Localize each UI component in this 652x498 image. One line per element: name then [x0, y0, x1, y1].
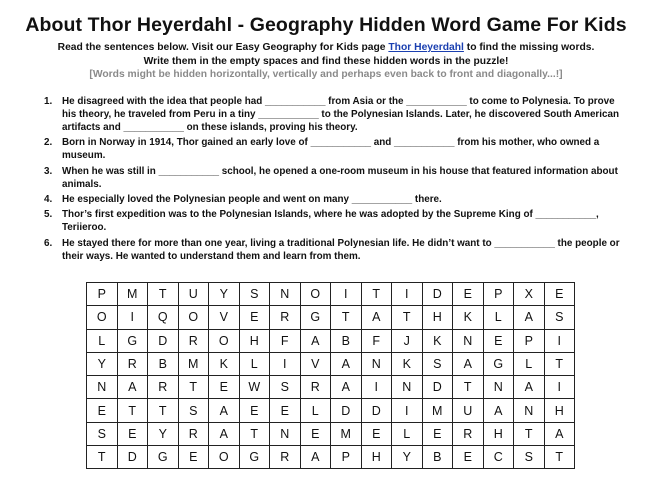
grid-letter-cell[interactable]: R [148, 376, 179, 399]
question-text: Thor’s first expedition was to the Polynesian Islands, where he was adopted by the Supreme King of ___________, Teriieroo. [62, 209, 599, 234]
question-text: He especially loved the Polynesian people and went on many ___________ there. [62, 193, 442, 205]
instructions-line-2: Write them in the empty spaces and find these hidden words in the puzzle! [143, 55, 509, 67]
grid-letter-cell[interactable]: L [514, 352, 545, 375]
grid-letter-cell[interactable]: T [514, 422, 545, 445]
grid-letter-cell[interactable]: M [117, 283, 148, 306]
grid-letter-cell[interactable]: R [270, 446, 301, 469]
grid-letter-cell[interactable]: H [361, 446, 392, 469]
grid-letter-cell[interactable]: A [514, 376, 545, 399]
grid-letter-cell[interactable]: Y [392, 446, 423, 469]
grid-letter-cell[interactable]: E [300, 422, 331, 445]
grid-letter-cell[interactable]: L [87, 329, 118, 352]
grid-letter-cell[interactable]: S [87, 422, 118, 445]
grid-letter-cell[interactable]: E [453, 283, 484, 306]
grid-letter-cell[interactable]: K [209, 352, 240, 375]
grid-letter-cell[interactable]: N [87, 376, 118, 399]
question-number: 3. [44, 165, 53, 177]
grid-letter-cell[interactable]: H [422, 306, 453, 329]
grid-letter-cell[interactable]: T [178, 376, 209, 399]
instructions [0, 41, 652, 82]
grid-letter-cell[interactable]: Q [148, 306, 179, 329]
grid-letter-cell[interactable]: E [239, 306, 270, 329]
grid-letter-cell[interactable]: I [544, 376, 575, 399]
instructions-line-1 [0, 41, 652, 55]
grid-letter-cell[interactable]: L [300, 399, 331, 422]
grid-letter-cell[interactable]: E [453, 446, 484, 469]
grid-letter-cell[interactable]: B [148, 352, 179, 375]
grid-letter-cell[interactable]: F [270, 329, 301, 352]
grid-letter-cell[interactable]: G [300, 306, 331, 329]
grid-letter-cell[interactable]: I [361, 376, 392, 399]
grid-letter-cell[interactable]: I [117, 306, 148, 329]
question-number: 4. [44, 193, 53, 205]
grid-letter-cell[interactable]: A [117, 376, 148, 399]
grid-letter-cell[interactable]: E [178, 446, 209, 469]
question-item [44, 136, 628, 162]
grid-letter-cell[interactable]: R [178, 422, 209, 445]
grid-letter-cell[interactable]: O [178, 306, 209, 329]
grid-letter-cell[interactable]: T [361, 283, 392, 306]
grid-letter-cell[interactable]: D [422, 376, 453, 399]
grid-letter-cell[interactable]: W [239, 376, 270, 399]
grid-letter-cell[interactable]: Y [148, 422, 179, 445]
question-number: 6. [44, 237, 53, 249]
grid-letter-cell[interactable]: D [117, 446, 148, 469]
grid-letter-cell[interactable]: X [514, 283, 545, 306]
grid-letter-cell[interactable]: T [392, 306, 423, 329]
grid-letter-cell[interactable]: S [422, 352, 453, 375]
grid-letter-cell[interactable]: T [148, 283, 179, 306]
grid-letter-cell[interactable]: A [331, 376, 362, 399]
page-title: About Thor Heyerdahl - Geography Hidden Word Game For Kids [25, 14, 627, 36]
question-item [44, 95, 628, 135]
grid-letter-cell[interactable]: K [392, 352, 423, 375]
grid-letter-cell[interactable]: A [209, 399, 240, 422]
grid-letter-cell[interactable]: O [209, 329, 240, 352]
grid-letter-cell[interactable]: R [178, 329, 209, 352]
grid-letter-cell[interactable]: S [239, 283, 270, 306]
grid-letter-cell[interactable]: H [483, 422, 514, 445]
grid-letter-cell[interactable]: L [483, 306, 514, 329]
grid-letter-cell[interactable]: U [178, 283, 209, 306]
grid-letter-cell[interactable]: R [270, 306, 301, 329]
grid-letter-cell[interactable]: G [239, 446, 270, 469]
grid-letter-cell[interactable]: K [422, 329, 453, 352]
grid-letter-cell[interactable]: A [483, 399, 514, 422]
grid-letter-cell[interactable]: B [331, 329, 362, 352]
grid-letter-cell[interactable]: V [300, 352, 331, 375]
thor-heyerdahl-link[interactable]: Thor Heyerdahl [388, 42, 464, 53]
grid-letter-cell[interactable]: R [300, 376, 331, 399]
grid-letter-cell[interactable]: G [117, 329, 148, 352]
grid-letter-cell[interactable]: T [87, 446, 118, 469]
grid-letter-cell[interactable]: L [392, 422, 423, 445]
question-item [44, 208, 628, 234]
grid-letter-cell[interactable]: F [361, 329, 392, 352]
grid-letter-cell[interactable]: I [331, 283, 362, 306]
grid-letter-cell[interactable]: E [544, 283, 575, 306]
grid-letter-cell[interactable]: M [178, 352, 209, 375]
grid-letter-cell[interactable]: S [514, 446, 545, 469]
grid-letter-cell[interactable]: I [544, 329, 575, 352]
grid-letter-cell[interactable]: N [453, 329, 484, 352]
grid-letter-cell[interactable]: E [239, 399, 270, 422]
question-item [44, 237, 628, 263]
grid-letter-cell[interactable]: T [331, 306, 362, 329]
grid-letter-cell[interactable]: P [87, 283, 118, 306]
grid-letter-cell[interactable]: T [453, 376, 484, 399]
grid-letter-cell[interactable]: H [239, 329, 270, 352]
grid-letter-cell[interactable]: E [361, 422, 392, 445]
grid-row [87, 352, 575, 375]
grid-letter-cell[interactable]: A [300, 329, 331, 352]
grid-letter-cell[interactable]: I [392, 399, 423, 422]
grid-letter-cell[interactable]: A [453, 352, 484, 375]
grid-letter-cell[interactable]: A [331, 352, 362, 375]
grid-row [87, 446, 575, 469]
instructions-text-before-link: Read the sentences below. Visit our Easy Geography for Kids page [57, 42, 389, 53]
word-search-grid [86, 282, 575, 469]
grid-letter-cell[interactable]: N [361, 352, 392, 375]
question-text: He stayed there for more than one year, living a traditional Polynesian life. He didn’t want to ___________ the people or their ways. He wanted to understand them and learn from them. [62, 237, 620, 262]
grid-letter-cell[interactable]: N [483, 376, 514, 399]
grid-letter-cell[interactable]: S [270, 376, 301, 399]
worksheet-page [0, 14, 652, 498]
grid-letter-cell[interactable]: T [544, 446, 575, 469]
grid-letter-cell[interactable]: U [453, 399, 484, 422]
grid-letter-cell[interactable]: P [331, 446, 362, 469]
grid-letter-cell[interactable]: P [483, 283, 514, 306]
grid-row [87, 422, 575, 445]
grid-letter-cell[interactable]: D [422, 283, 453, 306]
instructions-text-after-link: to find the missing words. [463, 42, 595, 53]
grid-letter-cell[interactable]: E [117, 422, 148, 445]
grid-letter-cell[interactable]: Y [87, 352, 118, 375]
question-text: He disagreed with the idea that people had ___________ from Asia or the ___________ to come to Polynesia. To prove his theory, he traveled from Peru in a tiny ___________ to the Polynesian Islands. Later, he discovered South American artifacts and ___________ on these islands, proving his theory. [62, 95, 620, 133]
grid-letter-cell[interactable]: T [544, 352, 575, 375]
grid-letter-cell[interactable]: E [87, 399, 118, 422]
hint-note: [Words might be hidden horizontally, vertically and perhaps even back to front and diagonally...!] [89, 69, 563, 80]
question-item [44, 193, 628, 206]
grid-letter-cell[interactable]: D [148, 329, 179, 352]
grid-letter-cell[interactable]: G [148, 446, 179, 469]
grid-letter-cell[interactable]: B [422, 446, 453, 469]
grid-row [87, 376, 575, 399]
question-number: 1. [44, 95, 53, 107]
grid-letter-cell[interactable]: P [514, 329, 545, 352]
question-number: 2. [44, 137, 53, 149]
grid-letter-cell[interactable]: V [209, 306, 240, 329]
grid-letter-cell[interactable]: E [483, 329, 514, 352]
grid-letter-cell[interactable]: H [544, 399, 575, 422]
grid-row [87, 399, 575, 422]
grid-letter-cell[interactable]: E [209, 376, 240, 399]
grid-letter-cell[interactable]: Y [209, 283, 240, 306]
grid-letter-cell[interactable]: T [117, 399, 148, 422]
grid-letter-cell[interactable]: A [361, 306, 392, 329]
grid-letter-cell[interactable]: E [422, 422, 453, 445]
grid-letter-cell[interactable]: M [422, 399, 453, 422]
grid-row [87, 283, 575, 306]
question-list [0, 95, 652, 263]
question-number: 5. [44, 209, 53, 221]
grid-letter-cell[interactable]: O [209, 446, 240, 469]
grid-letter-cell[interactable]: T [239, 422, 270, 445]
grid-letter-cell[interactable]: D [361, 399, 392, 422]
grid-letter-cell[interactable]: M [331, 422, 362, 445]
grid-letter-cell[interactable]: C [483, 446, 514, 469]
grid-letter-cell[interactable]: T [148, 399, 179, 422]
grid-letter-cell[interactable]: J [392, 329, 423, 352]
grid-letter-cell[interactable]: D [331, 399, 362, 422]
grid-letter-cell[interactable]: O [300, 283, 331, 306]
grid-letter-cell[interactable]: L [239, 352, 270, 375]
grid-letter-cell[interactable]: I [270, 352, 301, 375]
grid-row [87, 306, 575, 329]
grid-letter-cell[interactable]: N [392, 376, 423, 399]
grid-letter-cell[interactable]: E [270, 399, 301, 422]
grid-letter-cell[interactable]: G [483, 352, 514, 375]
grid-letter-cell[interactable]: R [117, 352, 148, 375]
grid-letter-cell[interactable]: A [209, 422, 240, 445]
grid-letter-cell[interactable]: A [514, 306, 545, 329]
grid-letter-cell[interactable]: A [300, 446, 331, 469]
grid-letter-cell[interactable]: N [270, 422, 301, 445]
grid-letter-cell[interactable]: S [544, 306, 575, 329]
grid-letter-cell[interactable]: N [514, 399, 545, 422]
grid-row [87, 329, 575, 352]
word-search-puzzle [86, 282, 575, 469]
grid-letter-cell[interactable]: N [270, 283, 301, 306]
question-item [44, 165, 628, 191]
grid-letter-cell[interactable]: O [87, 306, 118, 329]
grid-letter-cell[interactable]: K [453, 306, 484, 329]
question-text: Born in Norway in 1914, Thor gained an early love of ___________ and ___________ from his mother, who owned a museum. [62, 137, 600, 162]
grid-letter-cell[interactable]: I [392, 283, 423, 306]
grid-letter-cell[interactable]: S [178, 399, 209, 422]
grid-letter-cell[interactable]: R [453, 422, 484, 445]
question-text: When he was still in ___________ school, he opened a one-room museum in his house that featured information about animals. [62, 165, 618, 190]
grid-letter-cell[interactable]: A [544, 422, 575, 445]
